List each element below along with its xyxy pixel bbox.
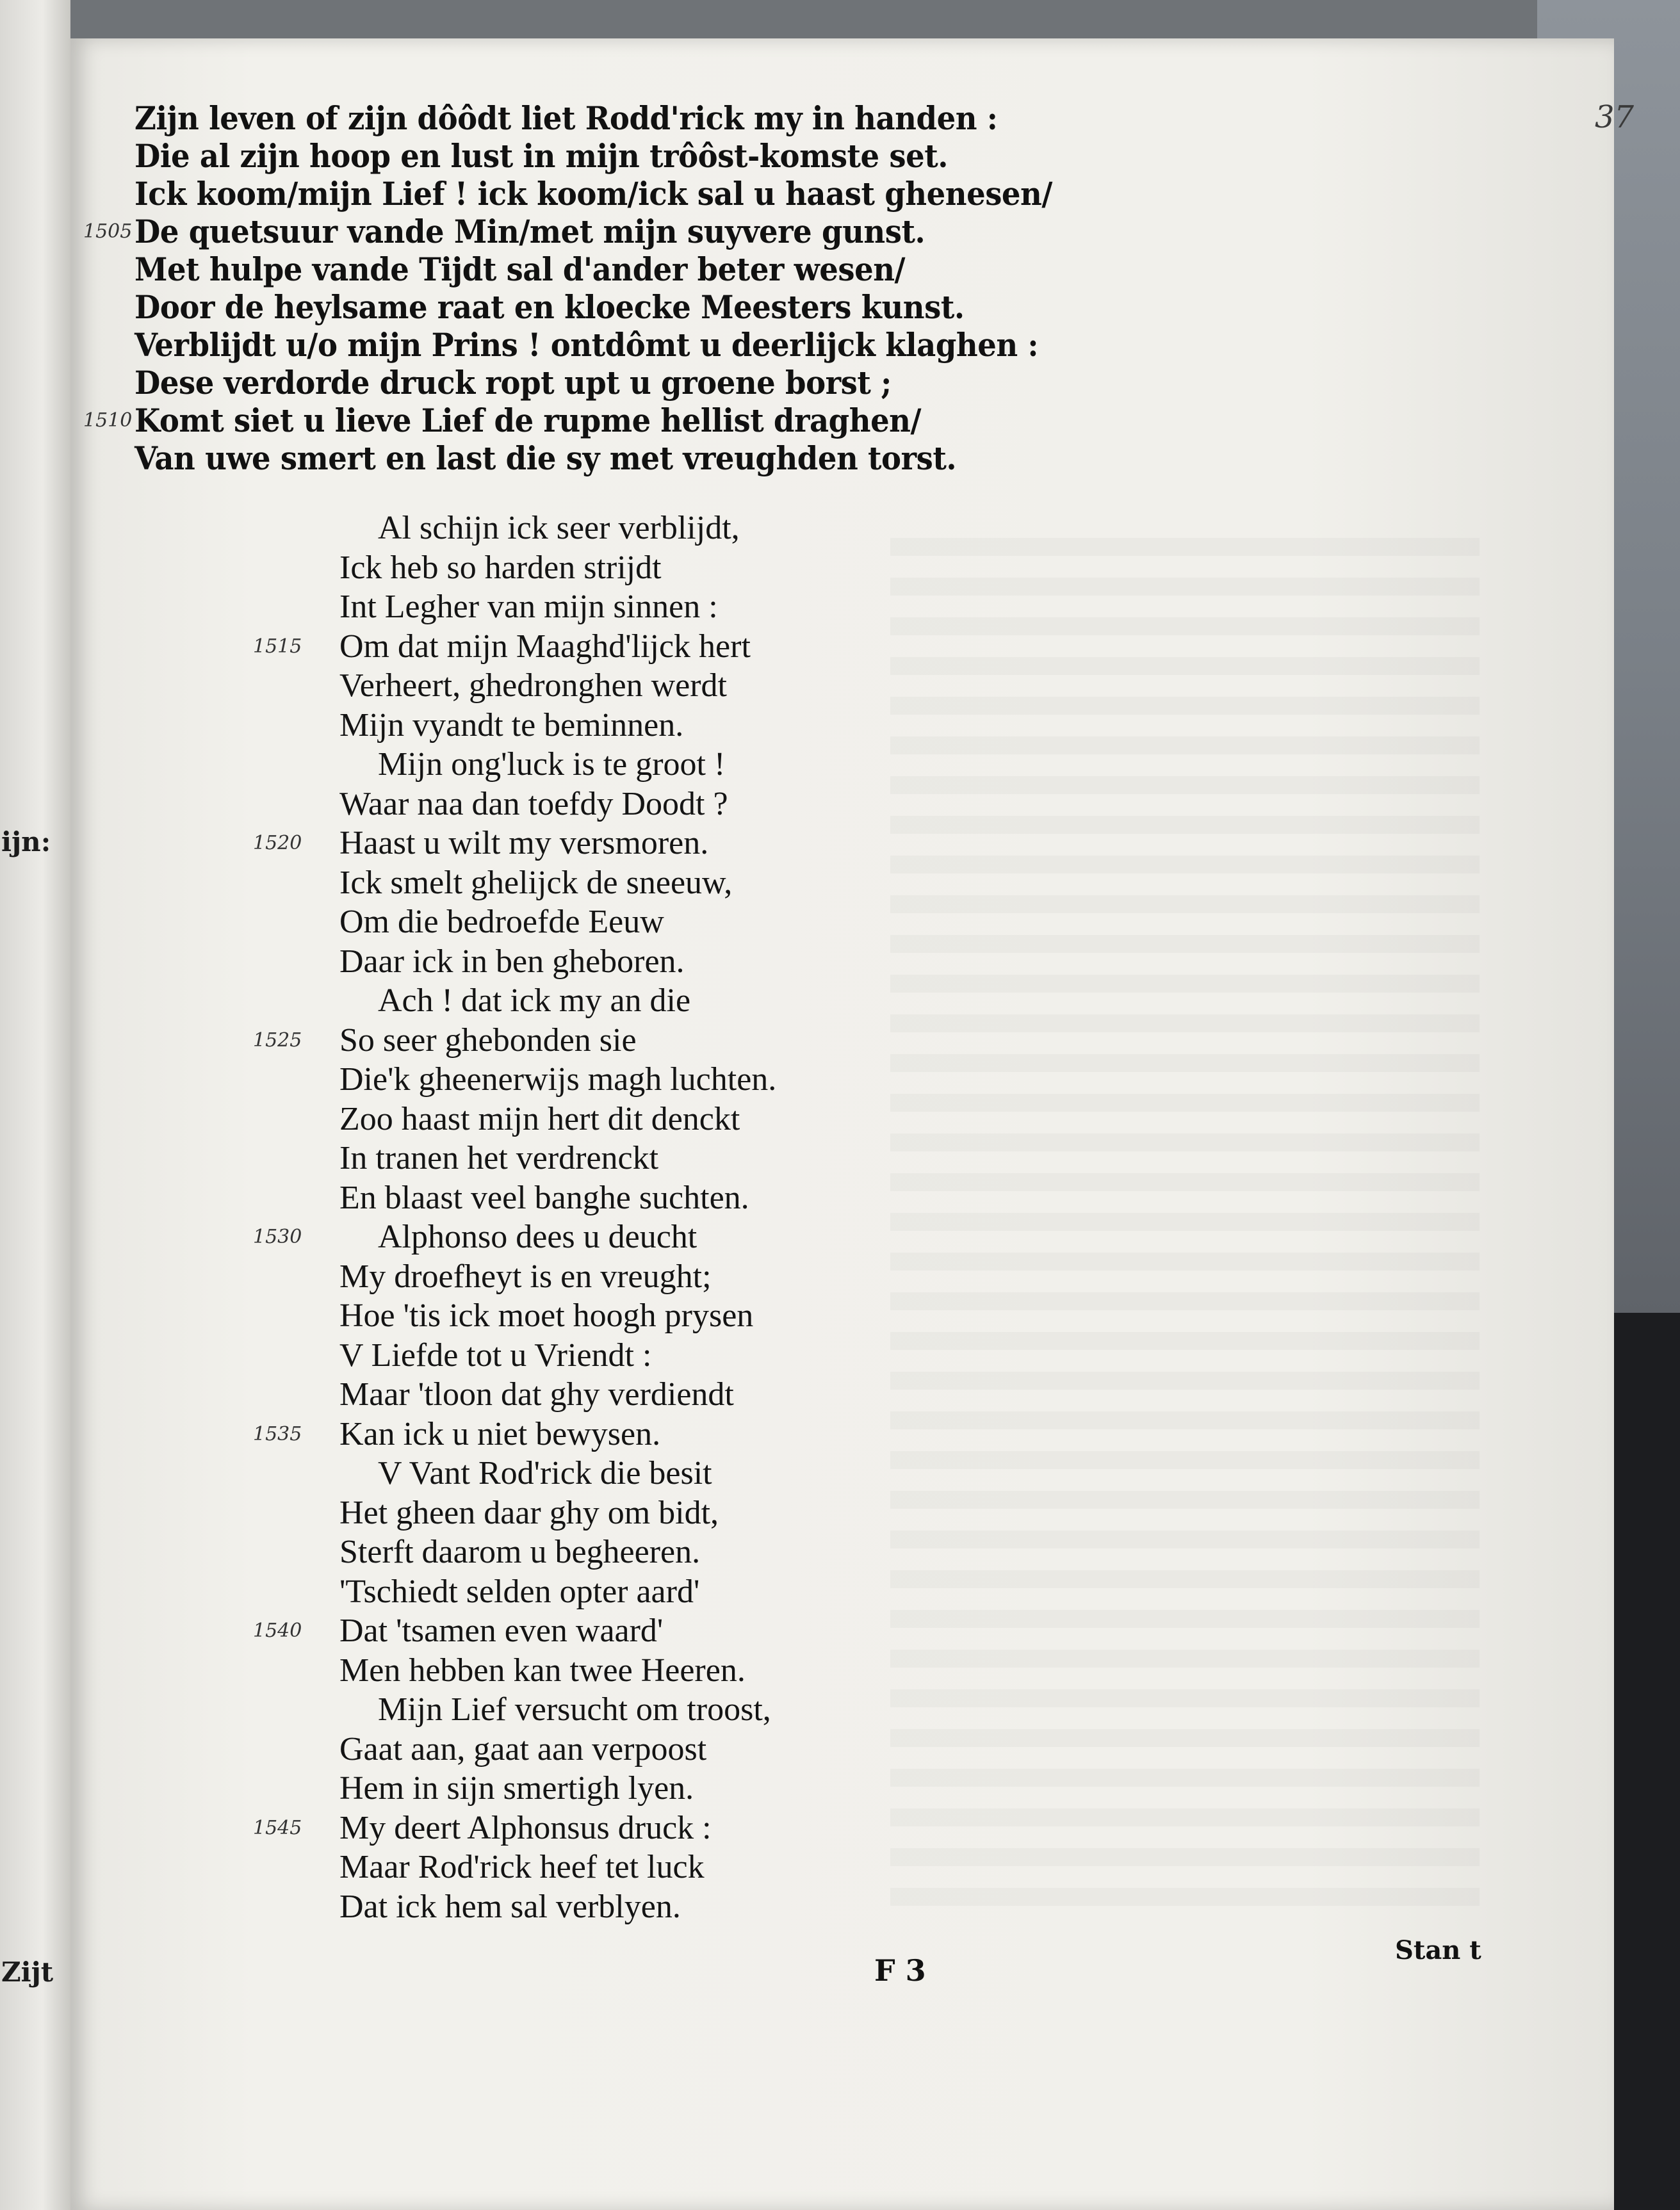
verse-line: Het gheen daar ghy om bidt, xyxy=(339,1494,719,1531)
verse-line: So seer ghebonden sie xyxy=(339,1021,637,1059)
line-number: 1515 xyxy=(253,635,302,658)
folio-number: 37 xyxy=(1595,99,1635,135)
verse-line: Men hebben kan twee Heeren. xyxy=(339,1652,746,1689)
verse-line: Ick smelt ghelijck de sneeuw, xyxy=(339,864,733,901)
line-number: 1535 xyxy=(253,1422,302,1445)
verse-line: Verblijdt u/o mijn Prins ! ontdômt u deerlijck klaghen : xyxy=(135,326,1039,364)
verse-line: My deert Alphonsus druck : xyxy=(339,1809,712,1846)
verse-line: Al schijn ick seer verblijdt, xyxy=(378,510,740,546)
signature-mark: F 3 xyxy=(874,1953,926,1988)
verse-line: V Liefde tot u Vriendt : xyxy=(339,1337,652,1374)
line-number: 1545 xyxy=(253,1816,302,1839)
verse-line: En blaast veel banghe suchten. xyxy=(339,1179,749,1216)
line-number: 1525 xyxy=(253,1028,302,1052)
verse-line: Ick heb so harden strijdt xyxy=(339,549,662,586)
verse-line: Alphonso dees u deucht xyxy=(378,1219,697,1255)
verse-line: V Vant Rod'rick die besit xyxy=(378,1455,712,1491)
verse-line: Met hulpe vande Tijdt sal d'ander beter wesen/ xyxy=(135,250,906,288)
verse-line: Maar 'tloon dat ghy verdiendt xyxy=(339,1376,734,1413)
verse-line: In tranen het verdrenckt xyxy=(339,1140,659,1176)
verse-line: Hem in sijn smertigh lyen. xyxy=(339,1770,694,1807)
verse-line: Om die bedroefde Eeuw xyxy=(339,904,664,940)
verse-line: My droefheyt is en vreught; xyxy=(339,1258,712,1295)
line-number: 1520 xyxy=(253,832,302,854)
verse-line: 'Tschiedt selden opter aard' xyxy=(339,1573,700,1610)
verse-line: Dat 'tsamen even waard' xyxy=(339,1613,664,1649)
verse-line: Van uwe smert en last die sy met vreughden torst. xyxy=(135,439,957,477)
verse-line: Door de heylsame raat en kloecke Meesters kunst. xyxy=(135,288,965,326)
verse-line: Die'k gheenerwijs magh luchten. xyxy=(339,1061,777,1098)
facing-page-fragment: Zijt xyxy=(1,1956,54,1988)
facing-page-fragment: ijn: xyxy=(1,826,51,857)
verse-line: Kan ick u niet bewysen. xyxy=(339,1415,661,1452)
verse-line: Zijn leven of zijn dôôdt liet Rodd'rick my in handen : xyxy=(135,99,998,137)
line-number: 1505 xyxy=(83,220,133,243)
verse-line: Mijn vyandt te beminnen. xyxy=(339,706,684,743)
verse-line: Ick koom/mijn Lief ! ick koom/ick sal u haast ghenesen/ xyxy=(135,175,1052,213)
verse-line: Gaat aan, gaat aan verpoost xyxy=(339,1730,707,1767)
line-number: 1530 xyxy=(253,1226,302,1248)
verse-line: Dese verdorde druck ropt upt u groene borst ; xyxy=(135,364,892,402)
line-number: 1540 xyxy=(253,1620,302,1642)
verse-line: Hoe 'tis ick moet hoogh prysen xyxy=(339,1297,754,1334)
verse-line: Zoo haast mijn hert dit denckt xyxy=(339,1100,740,1137)
catchword: Stan t xyxy=(1395,1935,1481,1965)
verse-line: Mijn ong'luck is te groot ! xyxy=(378,746,726,783)
verse-line: Waar naa dan toefdy Doodt ? xyxy=(339,785,728,822)
book-page xyxy=(70,38,1635,2210)
verse-line: Int Legher van mijn sinnen : xyxy=(339,589,718,625)
verse-line: Ach ! dat ick my an die xyxy=(378,982,691,1019)
verse-line: Haast u wilt my versmoren. xyxy=(339,825,709,861)
line-number: 1510 xyxy=(83,409,133,432)
verse-line: De quetsuur vande Min/met mijn suyvere gunst. xyxy=(135,213,926,250)
verse-line: Komt siet u lieve Lief de rupme hellist draghen/ xyxy=(135,402,922,439)
verse-line: Die al zijn hoop en lust in mijn trôôst-komste set. xyxy=(135,137,948,175)
verse-line: Verheert, ghedronghen werdt xyxy=(339,667,727,704)
verse-line: Om dat mijn Maaghd'lijck hert xyxy=(339,628,751,665)
verse-line: Daar ick in ben gheboren. xyxy=(339,943,685,980)
verse-line: Maar Rod'rick heef tet luck xyxy=(339,1849,705,1885)
verse-line: Sterft daarom u begheeren. xyxy=(339,1534,701,1570)
verse-line: Dat ick hem sal verblyen. xyxy=(339,1888,681,1925)
verse-line: Mijn Lief versucht om troost, xyxy=(378,1691,771,1728)
facing-page-edge xyxy=(0,0,70,2210)
show-through-text xyxy=(890,538,1480,1915)
